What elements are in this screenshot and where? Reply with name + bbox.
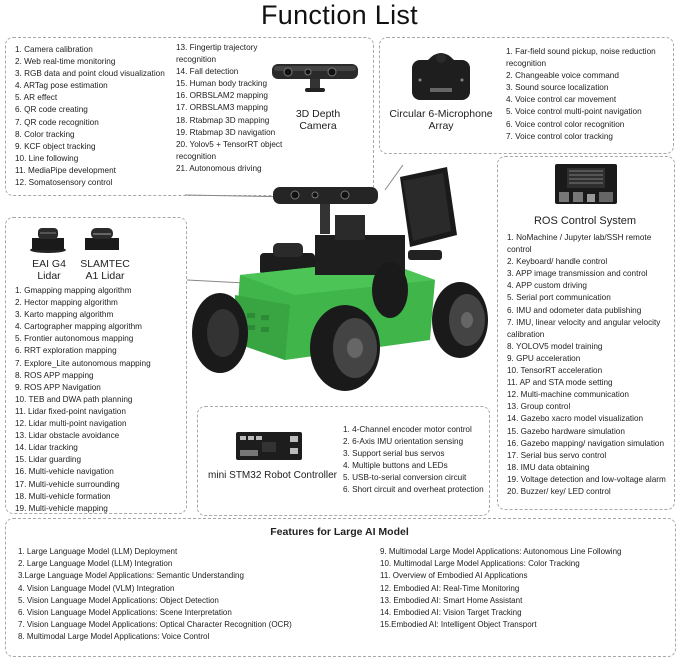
feature-item: 4. ARTag pose estimation [15, 81, 108, 91]
feature-item: 11. MediaPipe development [15, 165, 116, 175]
camera-features-list [15, 44, 180, 189]
feature-item: 17. ORBSLAM3 mapping [176, 103, 268, 113]
feature-item: 20. Buzzer/ key/ LED control [507, 486, 611, 496]
ros-label: ROS Control System [533, 215, 637, 227]
ai-features-right-list [380, 546, 670, 631]
feature-item: 17. Serial bus servo control [507, 450, 607, 460]
depth-camera-image [270, 58, 365, 103]
feature-item: 9. KCF object tracking [15, 141, 96, 151]
feature-item: 15. Lidar guarding [15, 455, 82, 465]
feature-item: 8. YOLOV5 model training [507, 341, 603, 351]
feature-item: 18. IMU data obtaining [507, 462, 590, 472]
depth-camera-label: 3D Depth Camera [295, 108, 341, 132]
feature-item: 2. 6-Axis IMU orientation sensing [343, 437, 464, 447]
feature-item: 5. USB-to-serial conversion circuit [343, 473, 467, 483]
feature-item: 8. ROS APP mapping [15, 370, 94, 380]
ai-features-title: Features for Large AI Model [270, 526, 409, 538]
feature-item: 11. AP and STA mode setting [507, 378, 613, 388]
feature-item: 6. Short circuit and overheat protection [343, 485, 484, 495]
feature-item: 5. Voice control multi-point navigation [506, 107, 642, 117]
feature-item: 5. Serial port communication [507, 293, 611, 303]
feature-item: 3. RGB data and point cloud visualization [15, 69, 165, 79]
feature-item: 4. Vision Language Model (VLM) Integration [18, 583, 175, 593]
feature-item: 18. Multi-vehicle formation [15, 491, 111, 501]
feature-item: 3.Large Language Model Applications: Semantic Understanding [18, 571, 244, 581]
feature-item: 3. APP image transmission and control [507, 269, 648, 279]
feature-item: 13. Lidar obstacle avoidance [15, 431, 120, 441]
mic-array-label: Circular 6-Microphone Array [389, 108, 493, 132]
feature-item: 1. NoMachine / Jupyter lab/SSH remote control [507, 233, 652, 255]
mic-features-list [506, 46, 668, 143]
feature-item: 4. Voice control car movement [506, 95, 617, 105]
stm32-board-image [234, 428, 306, 464]
stm32-label: mini STM32 Robot Controller [208, 470, 337, 481]
feature-item: 19. Rtabmap 3D navigation [176, 127, 276, 137]
feature-item: 7. Explore_Lite autonomous mapping [15, 358, 151, 368]
feature-item: 21. Autonomous driving [176, 163, 262, 173]
feature-item: 1. Far-field sound pickup, noise reduction recognition [506, 47, 656, 69]
feature-item: 2. Changeable voice command [506, 71, 619, 81]
lidar-features-list [15, 285, 183, 515]
feature-item: 7. Vision Language Model Applications: Optical Character Recognition (OCR) [18, 620, 292, 630]
feature-item: 14. Fall detection [176, 67, 239, 77]
feature-item: 10. TEB and DWA path planning [15, 394, 133, 404]
feature-item: 15. Gazebo hardware simulation [507, 426, 625, 436]
feature-item: 3. Karto mapping algorithm [15, 310, 114, 320]
feature-item: 1. Gmapping mapping algorithm [15, 286, 132, 295]
robot-car-image [185, 165, 495, 400]
feature-item: 5. Vision Language Model Applications: Object Detection [18, 595, 219, 605]
feature-item: 12. Lidar multi-point navigation [15, 419, 127, 429]
feature-item: 7. IMU, linear velocity and angular velocity calibration [507, 317, 661, 339]
stm32-features-list [343, 424, 488, 497]
page-title: Function List [261, 0, 418, 30]
feature-item: 9. GPU acceleration [507, 353, 581, 363]
feature-item: 4. Cartographer mapping algorithm [15, 322, 142, 332]
lidar-a1-label: SLAMTEC A1 Lidar [80, 258, 130, 282]
feature-item: 1. Camera calibration [15, 45, 93, 54]
feature-item: 13. Group control [507, 402, 571, 412]
feature-item: 10. TensorRT acceleration [507, 366, 603, 376]
feature-item: 18. Rtabmap 3D mapping [176, 115, 270, 125]
feature-item: 8. Color tracking [15, 129, 75, 139]
feature-item: 12. Multi-machine communication [507, 390, 629, 400]
feature-item: 6. RRT exploration mapping [15, 346, 117, 356]
feature-item: 5. AR effect [15, 93, 58, 103]
microphone-array-image [410, 50, 475, 105]
feature-item: 2. Keyboard/ handle control [507, 257, 608, 267]
feature-item: 14. Lidar tracking [15, 443, 78, 453]
feature-item: 16. Gazebo mapping/ navigation simulation [507, 438, 665, 448]
feature-item: 20. Yolov5 + TensorRT object recognition [176, 139, 283, 161]
feature-item: 2. Large Language Model (LLM) Integration [18, 559, 173, 569]
lidar-g4-label: EAI G4 Lidar [32, 258, 66, 282]
lidar-a1-image [81, 224, 123, 254]
feature-item: 9. Multimodal Large Model Applications: Autonomous Line Following [380, 547, 622, 556]
feature-item: 11. Lidar fixed-point navigation [15, 406, 126, 416]
feature-item: 2. Hector mapping algorithm [15, 298, 118, 308]
feature-item: 12. Embodied AI: Real-Time Monitoring [380, 583, 520, 593]
feature-item: 7. Voice control color tracking [506, 131, 613, 141]
feature-item: 19. Voltage detection and low-voltage alarm [507, 474, 666, 484]
feature-item: 10. Line following [15, 153, 79, 163]
feature-item: 8. Multimodal Large Model Applications: Voice Control [18, 632, 210, 642]
ros-features-list [507, 232, 673, 498]
feature-item: 1. 4-Channel encoder motor control [343, 425, 472, 434]
feature-item: 3. Support serial bus servos [343, 449, 445, 459]
feature-item: 11. Overview of Embodied AI Applications [380, 571, 528, 581]
feature-item: 2. Web real-time monitoring [15, 57, 116, 67]
feature-item: 19. Multi-vehicle mapping [15, 503, 108, 513]
feature-item: 3. Sound source localization [506, 83, 609, 93]
feature-item: 15. Human body tracking [176, 79, 268, 89]
feature-item: 16. Multi-vehicle navigation [15, 467, 114, 477]
feature-item: 10. Multimodal Large Model Applications: Color Tracking [380, 559, 580, 569]
feature-item: 14. Embodied AI: Vision Target Tracking [380, 608, 522, 618]
ai-features-left-list [18, 546, 358, 644]
feature-item: 16. ORBSLAM2 mapping [176, 91, 268, 101]
feature-item: 6. IMU and odometer data publishing [507, 305, 642, 315]
feature-item: 4. APP custom driving [507, 281, 587, 291]
feature-item: 13. Embodied AI: Smart Home Assistant [380, 595, 523, 605]
feature-item: 6. Vision Language Model Applications: Scene Interpretation [18, 608, 232, 618]
feature-item: 5. Frontier autonomous mapping [15, 334, 134, 344]
feature-item: 9. ROS APP Navigation [15, 382, 101, 392]
feature-item: 6. QR code creating [15, 105, 88, 115]
feature-item: 13. Fingertip trajectory recognition [176, 43, 258, 65]
feature-item: 14. Gazebo xacro model visualization [507, 414, 644, 424]
feature-item: 7. QR code recognition [15, 117, 99, 127]
feature-item: 17. Multi-vehicle surrounding [15, 479, 120, 489]
lidar-g4-image [27, 224, 69, 254]
ros-board-image [553, 160, 619, 210]
feature-item: 12. Somatosensory control [15, 178, 113, 188]
feature-item: 6. Voice control color recognition [506, 119, 625, 129]
feature-item: 1. Large Language Model (LLM) Deployment [18, 547, 178, 556]
feature-item: 4. Multiple buttons and LEDs [343, 461, 448, 471]
feature-item: 15.Embodied AI: Intelligent Object Transport [380, 620, 537, 630]
